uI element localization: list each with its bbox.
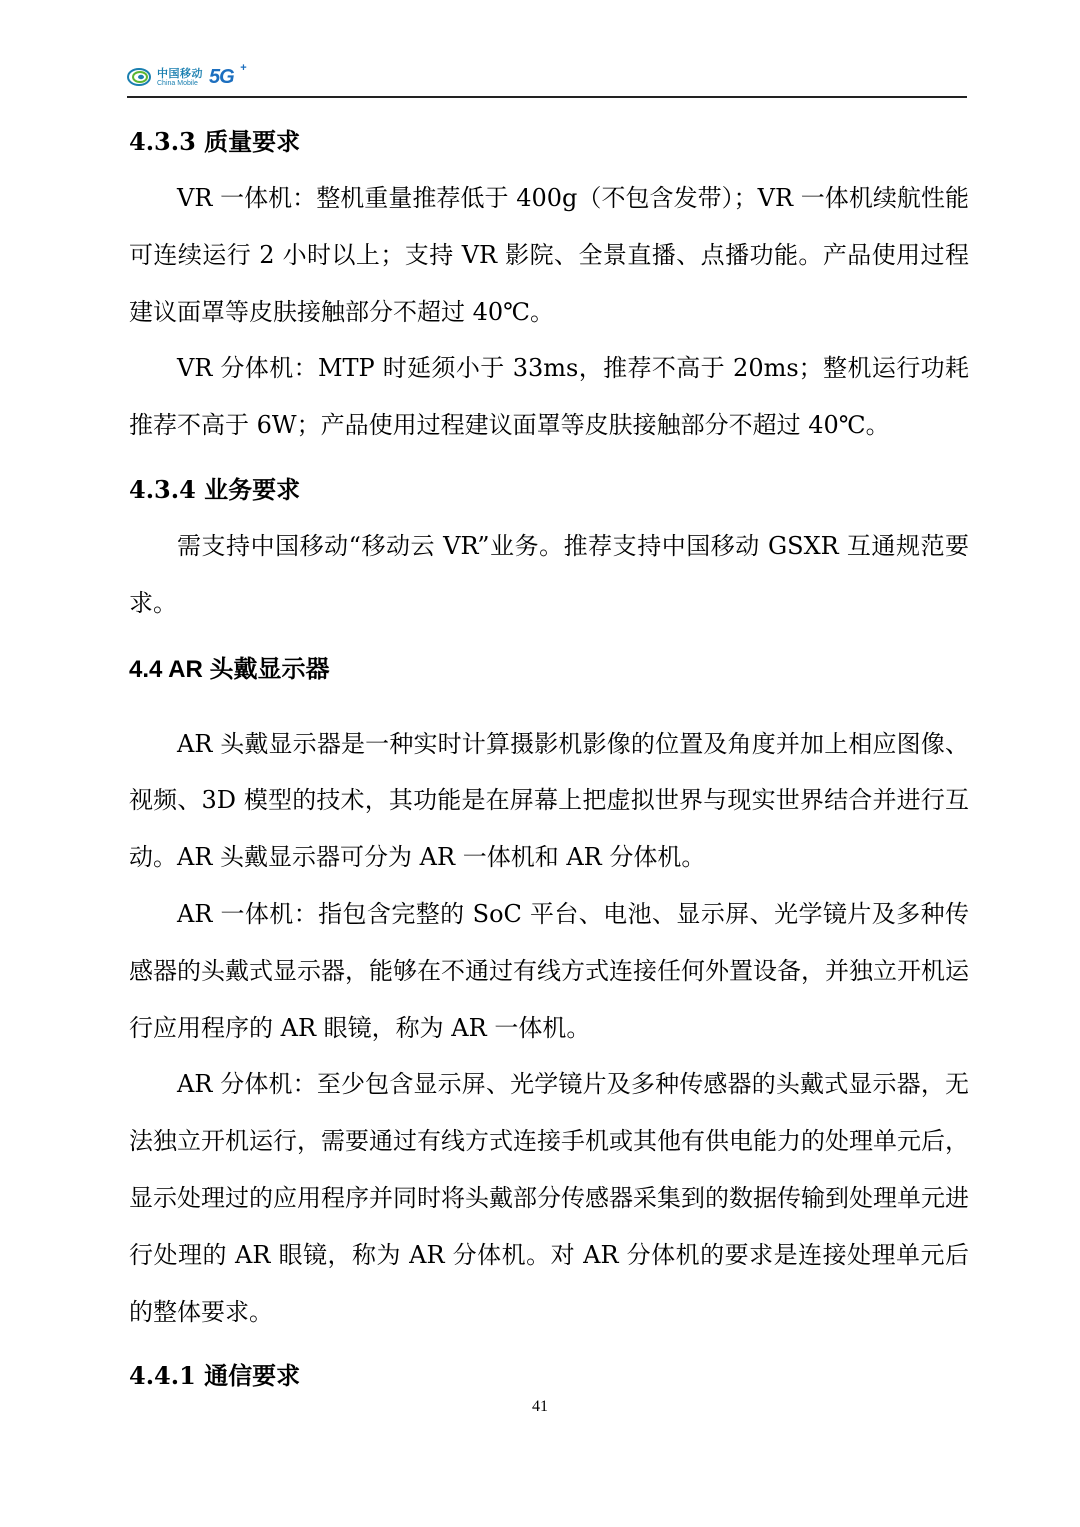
paragraph-vr-standalone-quality: VR 一体机：整机重量推荐低于 400g（不包含发带）；VR 一体机续航性能可连续运行 2 小时以上；支持 VR 影院、全景直播、点播功能。产品使用过程建议面罩等皮肤接触部分不超过 40℃。 bbox=[129, 184, 969, 326]
heading-4-3-3: 4.3.3 质量要求 bbox=[129, 127, 301, 156]
logo-5g-mark: 5G + bbox=[209, 61, 246, 88]
logo-chinese-text: 中国移动 bbox=[157, 66, 203, 80]
paragraph-business-requirements: 需支持中国移动“移动云 VR”业务。推荐支持中国移动 GSXR 互通规范要求。 bbox=[129, 531, 969, 617]
heading-4-3-4: 4.3.4 业务要求 bbox=[129, 474, 301, 504]
heading-4-4-1: 4.4.1 通信要求 bbox=[129, 1361, 301, 1391]
document-body bbox=[129, 114, 969, 1404]
heading-4-4: 4.4 AR 头戴显示器 bbox=[129, 655, 330, 683]
page-number: 41 bbox=[532, 1398, 548, 1415]
paragraph-ar-hmd-intro: AR 头戴显示器是一种实时计算摄影机影像的位置及角度并加上相应图像、视频、3D 模型的技术，其功能是在屏幕上把虚拟世界与现实世界结合并进行互动。AR 头戴显示器可分为 AR 一体机和 AR 分体机。 bbox=[129, 729, 969, 872]
paragraph-ar-standalone: AR 一体机：指包含完整的 SoC 平台、电池、显示屏、光学镜片及多种传感器的头戴式显示器，能够在不通过有线方式连接任何外置设备，并独立开机运行应用程序的 AR 眼镜，称为 AR 一体机。 bbox=[129, 899, 969, 1042]
china-mobile-logo bbox=[127, 61, 246, 92]
paragraph-ar-split: AR 分体机：至少包含显示屏、光学镜片及多种传感器的头戴式显示器，无法独立开机运行，需要通过有线方式连接手机或其他有供电能力的处理单元后，显示处理过的应用程序并同时将头戴部分传感器采集到的数据传输到处理单元进行处理的 AR 眼镜，称为 AR 分体机。对 AR 分体机的要求是连接处理单元后的整体要求。 bbox=[129, 1070, 969, 1326]
logo-english-text: China Mobile bbox=[157, 79, 198, 87]
page-header bbox=[127, 58, 967, 98]
china-mobile-swirl-icon bbox=[127, 66, 153, 88]
paragraph-vr-split-quality: VR 分体机：MTP 时延须小于 33ms，推荐不高于 20ms；整机运行功耗推荐不高于 6W；产品使用过程建议面罩等皮肤接触部分不超过 40℃。 bbox=[129, 354, 969, 440]
logo-5g-plus: + bbox=[240, 61, 246, 74]
